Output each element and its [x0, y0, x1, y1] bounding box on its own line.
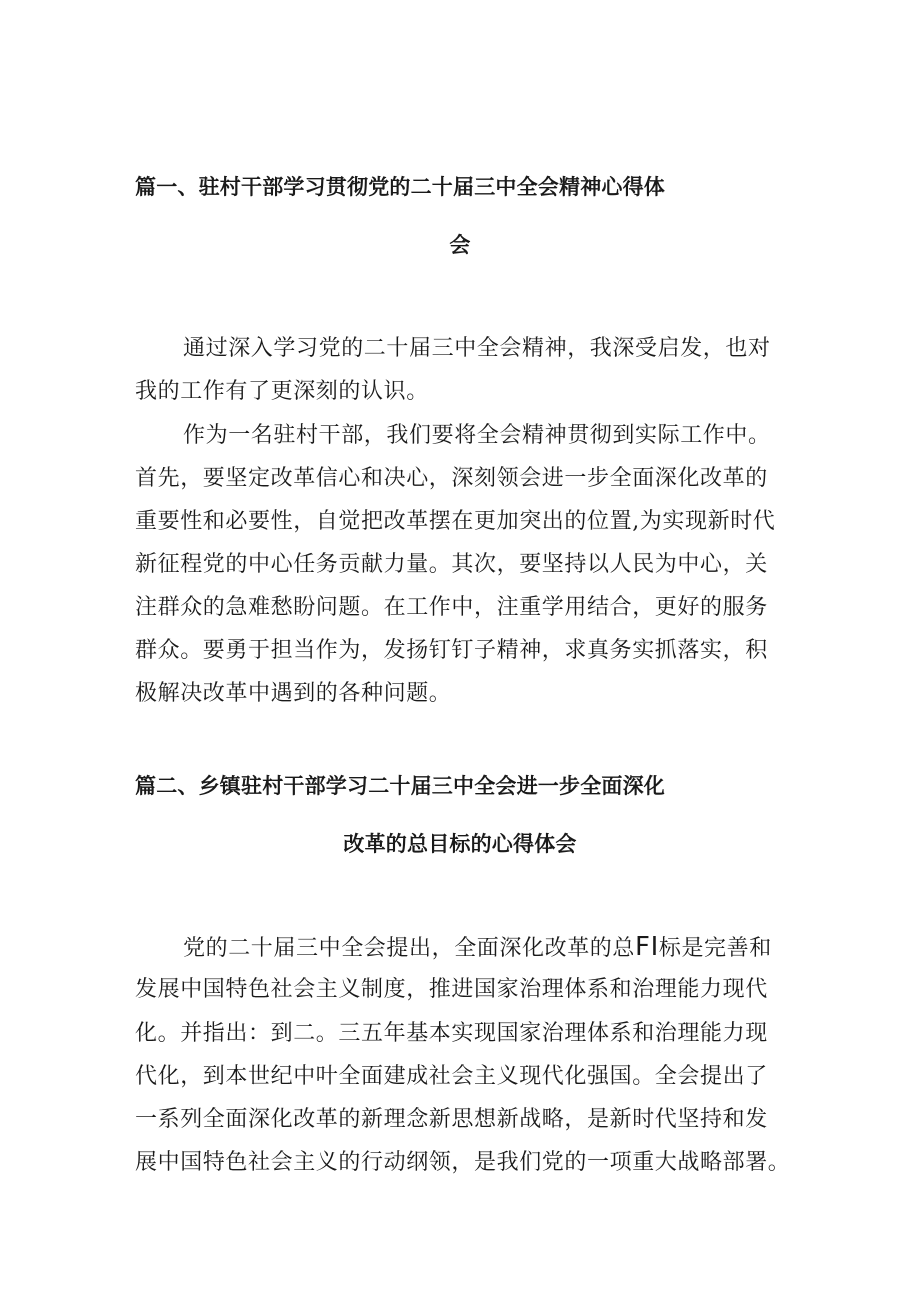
section2-para1-line1-part-a: 党的二十届三中全会提出，全面深化改革的总 [183, 936, 636, 961]
section1-para2-line2: 首先，要坚定改革信心和决心，深刻领会进一步全面深化改革的 [135, 466, 768, 491]
section1-title-line1: 篇一、驻村干部学习贯彻党的二十届三中全会精神心得体 [135, 175, 665, 199]
section1-para2-line4: 新征程党的中心任务贡献力量。其次，要坚持以人民为中心，关 [135, 552, 768, 577]
section1-title-line2: 会 [449, 233, 471, 257]
section2-title-line2: 改革的总目标的心得体会 [343, 832, 577, 856]
section2-para1-line3: 化。并指出：到二。三五年基本实现国家治理体系和治理能力现 [135, 1021, 768, 1046]
section2-para1-line5: 一系列全面深化改革的新理念新思想新战略，是新时代坚持和发 [135, 1107, 768, 1132]
section2-para1-line4: 代化，到本世纪中叶全面建成社会主义现代化强国。全会提出了 [135, 1064, 768, 1089]
section2-para1-line1-fi: FI [635, 932, 659, 962]
section1-para2-line1: 作为一名驻村干部，我们要将全会精神贯彻到实际工作中。 [183, 423, 771, 448]
section1-para1-line2: 我的工作有了更深刻的认识。 [135, 379, 429, 404]
section2-para1-line1 [183, 932, 772, 964]
section2-para1-line6: 展中国特色社会主义的行动纲领，是我们党的一项重大战略部署。 [135, 1150, 791, 1175]
section2-para1-line1-part-b: 标是完善和 [658, 936, 772, 961]
section2-para1-line2: 发展中国特色社会主义制度，推进国家治理体系和治理能力现代 [135, 977, 768, 1002]
section1-para2-line3: 重要性和必要性，自觉把改革摆在更加突出的位置,为实现新时代 [135, 509, 776, 534]
section1-para2-line5: 注群众的急难愁盼问题。在工作中，注重学用结合，更好的服务 [135, 595, 768, 620]
section1-para2-line6: 群众。要勇于担当作为，发扬钉钉子精神，求真务实抓落实，积 [135, 638, 768, 663]
section1-para2-line7: 极解决改革中遇到的各种问题。 [135, 681, 452, 706]
section1-para1-line1: 通过深入学习党的二十届三中全会精神，我深受启发，也对 [183, 336, 771, 361]
section2-title-line1: 篇二、乡镇驻村干部学习二十届三中全会进一步全面深化 [135, 774, 665, 798]
